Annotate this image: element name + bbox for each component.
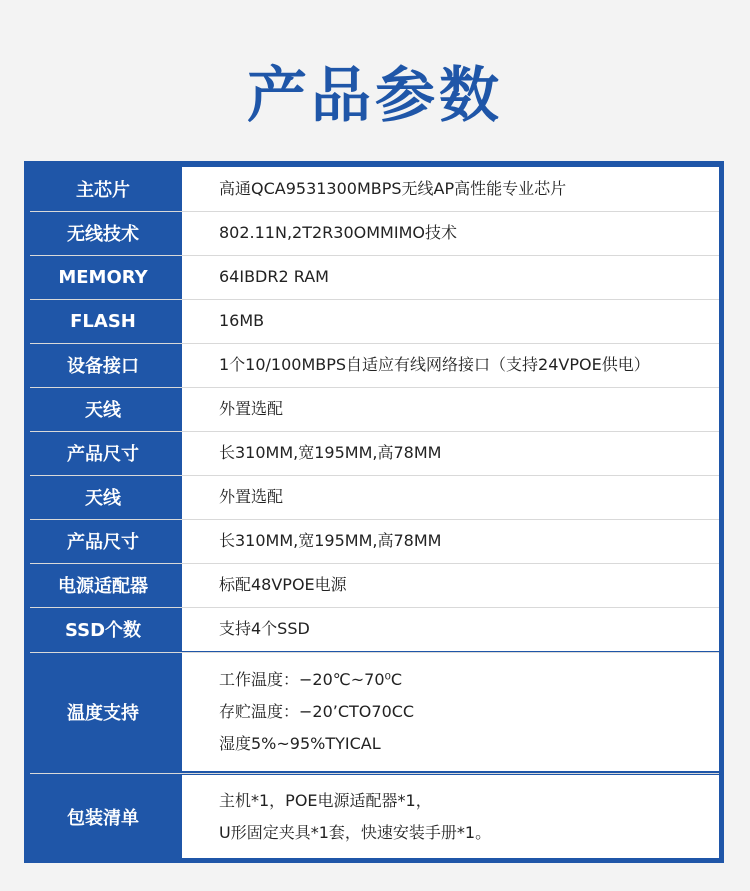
row-divider xyxy=(30,343,719,344)
spec-value-line: 外置选配 xyxy=(219,487,284,506)
row-divider xyxy=(30,387,719,388)
spec-row xyxy=(24,299,724,343)
spec-value xyxy=(182,299,719,343)
spec-value xyxy=(182,519,719,563)
spec-row xyxy=(24,387,724,431)
spec-label: 温度支持 xyxy=(67,702,139,724)
spec-value-line: 802.11N,2T2R30OMMIMO技术 xyxy=(219,223,457,242)
spec-value xyxy=(182,607,719,651)
spec-value xyxy=(182,211,719,255)
spec-label: 包装清单 xyxy=(67,807,139,829)
row-divider xyxy=(30,652,719,653)
row-divider xyxy=(30,607,719,608)
spec-value-line: 64IBDR2 RAM xyxy=(219,267,329,286)
spec-row xyxy=(24,211,724,255)
spec-label: 产品尺寸 xyxy=(67,532,139,553)
spec-value xyxy=(182,167,719,211)
spec-row xyxy=(24,343,724,387)
row-divider xyxy=(30,299,719,300)
spec-value xyxy=(182,387,719,431)
spec-row xyxy=(24,519,724,563)
spec-value xyxy=(182,652,719,771)
spec-label: FLASH xyxy=(70,310,136,332)
spec-row xyxy=(24,255,724,299)
row-divider xyxy=(30,563,719,564)
spec-row xyxy=(24,475,724,519)
spec-value-line: 存贮温度：−20’CTO70CC xyxy=(219,701,415,721)
spec-value-line: 外置选配 xyxy=(219,399,284,418)
spec-value-line: 标配48VPOE电源 xyxy=(219,575,347,594)
row-divider xyxy=(30,519,719,520)
spec-row xyxy=(24,607,724,651)
spec-value xyxy=(182,563,719,607)
spec-value-line: 长310MM,宽195MM,高78MM xyxy=(219,531,442,550)
spec-value xyxy=(182,431,719,475)
spec-value xyxy=(182,255,719,299)
spec-value xyxy=(182,475,719,519)
spec-table xyxy=(24,161,724,863)
row-divider xyxy=(30,773,719,774)
spec-label: 天线 xyxy=(85,488,121,509)
spec-label: 主芯片 xyxy=(76,180,130,201)
spec-label: 产品尺寸 xyxy=(67,444,139,465)
spec-label: 电源适配器 xyxy=(58,576,148,597)
spec-value-line: 长310MM,宽195MM,高78MM xyxy=(219,443,442,462)
spec-value-line: 高通QCA9531300MBPS无线AP高性能专业芯片 xyxy=(219,179,567,198)
row-divider xyxy=(30,431,719,432)
spec-row xyxy=(24,431,724,475)
spec-row xyxy=(24,775,724,858)
row-divider xyxy=(30,475,719,476)
spec-row xyxy=(24,167,724,211)
spec-value-line: 1个10/100MBPS自适应有线网络接口（支持24VPOE供电） xyxy=(219,355,650,374)
page-title: 产品参数 xyxy=(247,61,503,131)
spec-label: 天线 xyxy=(85,400,121,421)
spec-row xyxy=(24,563,724,607)
spec-value-line: U形固定夹具*1套，快速安装手册*1。 xyxy=(219,822,492,842)
spec-value-line: 工作温度：−20℃~70⁰C xyxy=(219,669,403,689)
spec-value-line: 湿度5%~95%TYICAL xyxy=(219,733,381,753)
spec-value xyxy=(182,343,719,387)
spec-value-line: 主机*1，POE电源适配器*1， xyxy=(219,790,432,810)
spec-label: MEMORY xyxy=(58,266,148,288)
spec-value xyxy=(182,775,719,858)
spec-label: 设备接口 xyxy=(67,356,139,377)
spec-label: 无线技术 xyxy=(67,224,139,245)
spec-value-line: 16MB xyxy=(219,311,265,330)
row-divider xyxy=(30,211,719,212)
spec-value-line: 支持4个SSD xyxy=(219,619,310,638)
row-divider xyxy=(30,255,719,256)
spec-row xyxy=(24,652,724,771)
spec-label: SSD个数 xyxy=(64,620,142,641)
